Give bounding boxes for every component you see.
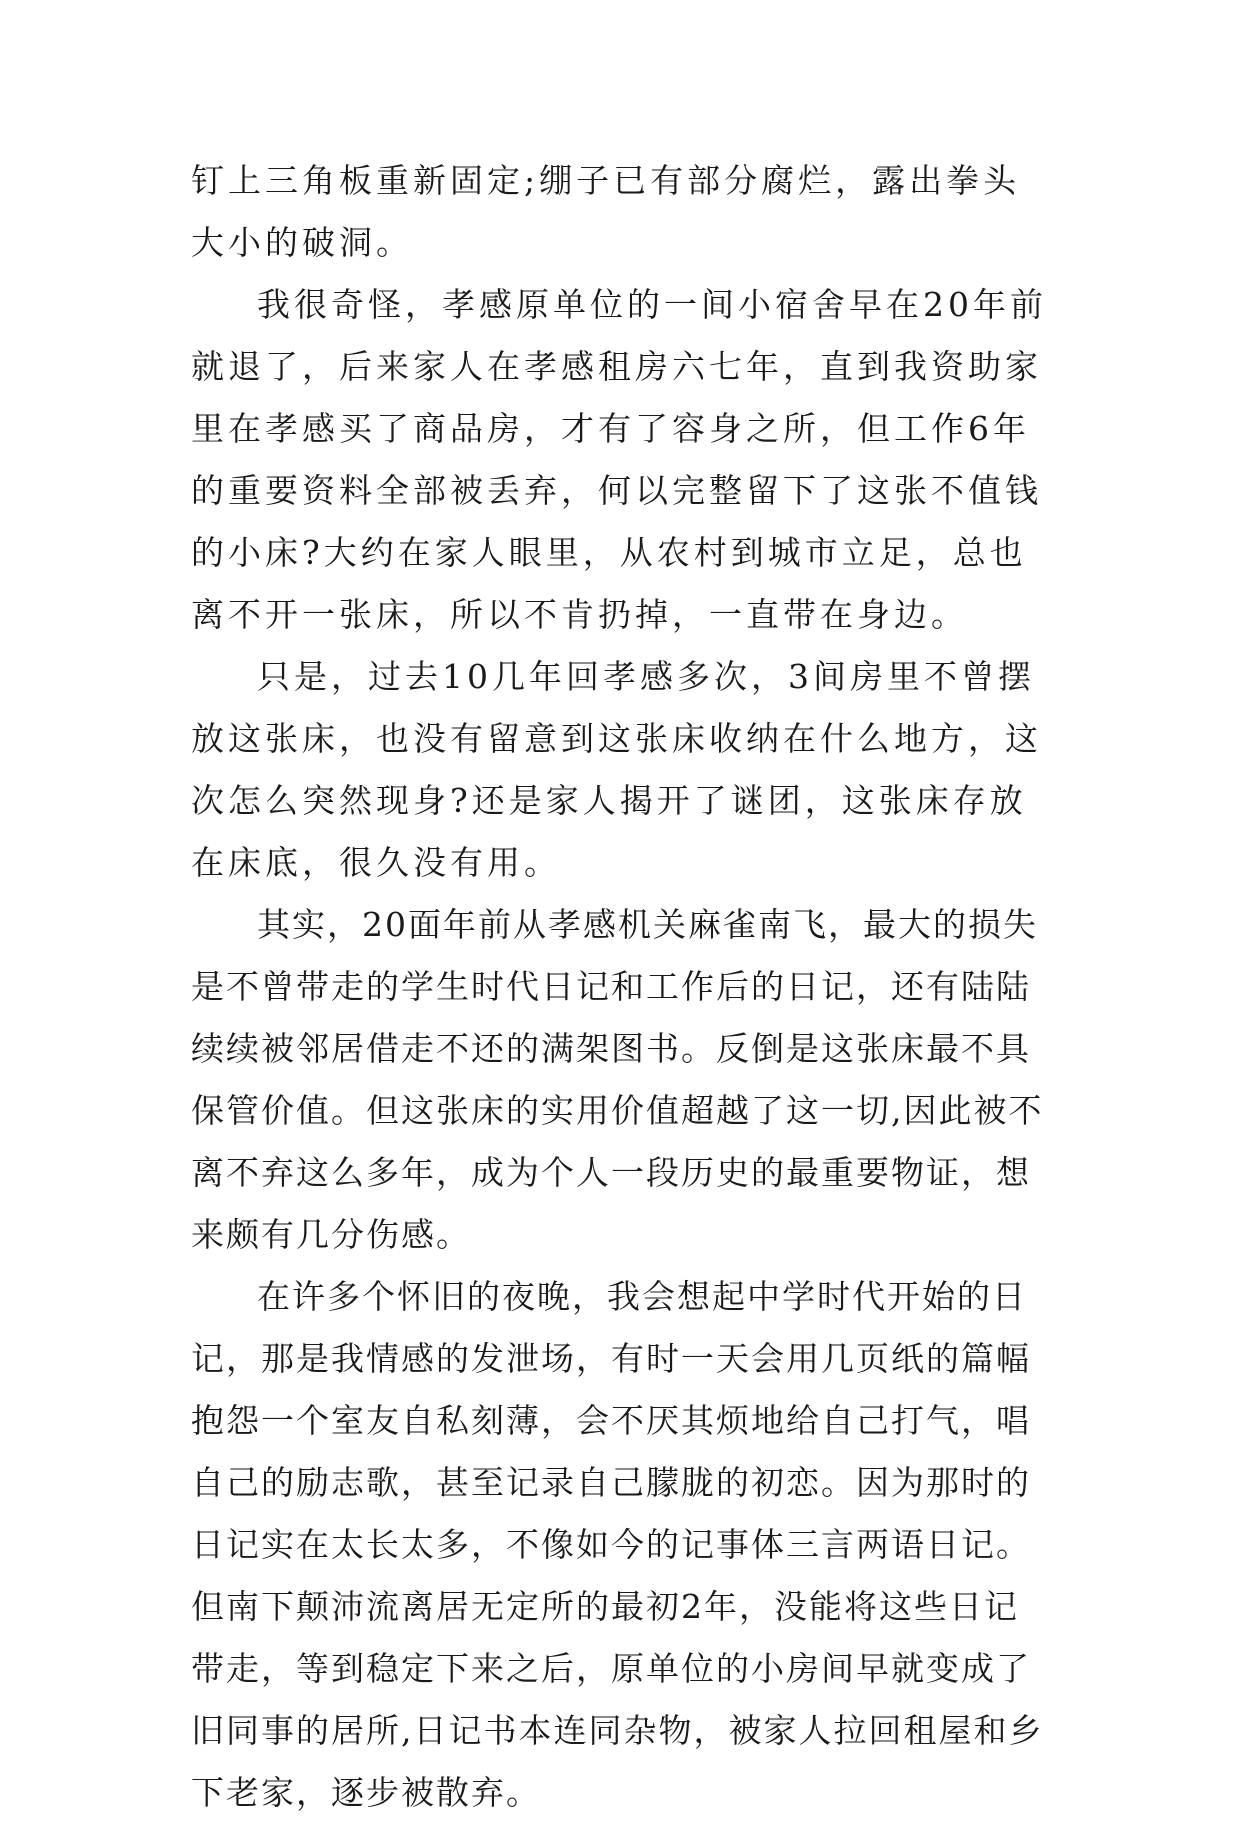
paragraph-3: 只是，过去10几年回孝感多次，3间房里不曾摆放这张床，也没有留意到这张床收纳在什么地方，这次怎么突然现身?还是家人揭开了谜团，这张床存放在床底，很久没有用。 <box>191 657 1042 882</box>
paragraph-1: 钉上三角板重新固定;绷子已有部分腐烂，露出拳头大小的破洞。 <box>191 161 1021 262</box>
paragraph-5: 在许多个怀旧的夜晚，我会想起中学时代开始的日记，那是我情感的发泄场，有时一天会用几页纸的篇幅抱怨一个室友自私刻薄，会不厌其烦地给自己打气，唱自己的励志歌，甚至记录自己朦胧的初恋。因为那时的日记实在太长太多，不像如今的记事体三言两语日记。但南下颠沛流离居无定所的最初2年，没能将这些日记带走，等到稳定下来之后，原单位的小房间早就变成了旧同事的居所,日记书本连同杂物，被家人拉回租屋和乡下老家，逐步被散弃。 <box>191 1277 1044 1812</box>
paragraph-2: 我很奇怪，孝感原单位的一间小宿舍早在20年前就退了，后来家人在孝感租房六七年，直到我资助家里在孝感买了商品房，才有了容身之所，但工作6年的重要资料全部被丢弃，何以完整留下了这张不值钱的小床?大约在家人眼里，从农村到城市立足，总也离不开一张床，所以不肯扔掉，一直带在身边。 <box>191 285 1047 634</box>
paragraph-4: 其实，20面年前从孝感机关麻雀南飞，最大的损失是不曾带走的学生时代日记和工作后的日记，还有陆陆续续被邻居借走不还的满架图书。反倒是这张床最不具保管价值。但这张床的实用价值超越了这一切,因此被不离不弃这么多年，成为个人一段历史的最重要物证，想来颇有几分伤感。 <box>191 905 1044 1254</box>
body-text <box>191 150 1051 1824</box>
